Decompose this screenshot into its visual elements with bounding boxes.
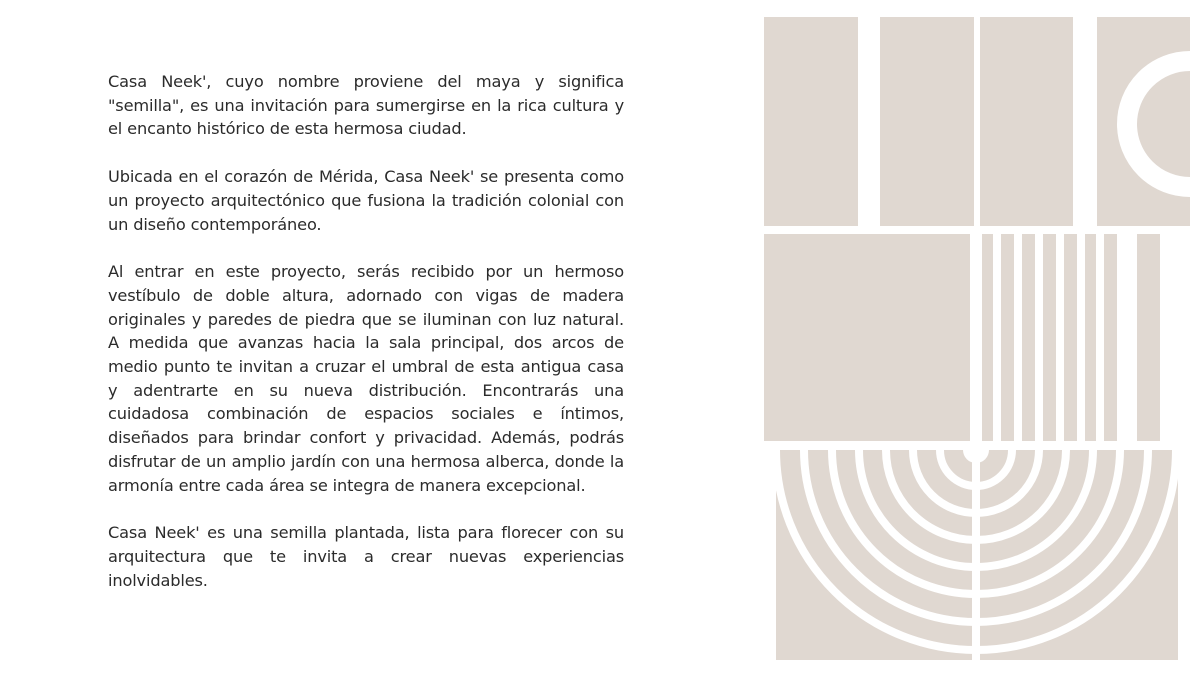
- paragraph-closing: Casa Neek' es una semilla plantada, lista para florecer con su arquitectura que te invita a crear nuevas experiencias inolvidables.: [108, 523, 624, 590]
- pattern-divider-horizontal: [764, 441, 1190, 450]
- paragraph-intro: Casa Neek', cuyo nombre proviene del maya y significa "semilla", es una invitación para sumergirse en la rica cultura y el encanto histórico de esta hermosa ciudad.: [108, 72, 624, 139]
- geometric-pattern-svg: [764, 17, 1190, 660]
- pattern-divider-vertical: [974, 17, 980, 226]
- pattern-margin: [1178, 450, 1190, 660]
- paragraph-description: Al entrar en este proyecto, serás recibido por un hermoso vestíbulo de doble altura, adornado con vigas de madera originales y paredes de piedra que se iluminan con luz natural. A medida que avanzas hacia la sala principal, dos arcos de medio punto te invitan a cruzar el umbral de esta antigua casa y adentrarte en su nueva distribución. Encontrarás una cuidadosa combinación de espacios sociales e íntimos, diseñados para brindar confort y privacidad. Además, podrás disfrutar de un amplio jardín con una hermosa alberca, donde la armonía entre cada área se integra de manera excepcional.: [108, 262, 624, 495]
- paragraph-location: Ubicada en el corazón de Mérida, Casa Neek' se presenta como un proyecto arquitectónico que fusiona la tradición colonial con un diseño contemporáneo.: [108, 167, 624, 234]
- geometric-pattern-illustration: [764, 17, 1190, 660]
- pattern-divider-horizontal: [764, 226, 1190, 234]
- pattern-margin: [764, 450, 776, 660]
- pattern-divider-vertical: [970, 234, 982, 441]
- pattern-divider-vertical: [972, 450, 980, 660]
- pattern-divider-vertical: [858, 17, 880, 226]
- pattern-divider-vertical: [1073, 17, 1097, 226]
- body-text: [108, 70, 624, 616]
